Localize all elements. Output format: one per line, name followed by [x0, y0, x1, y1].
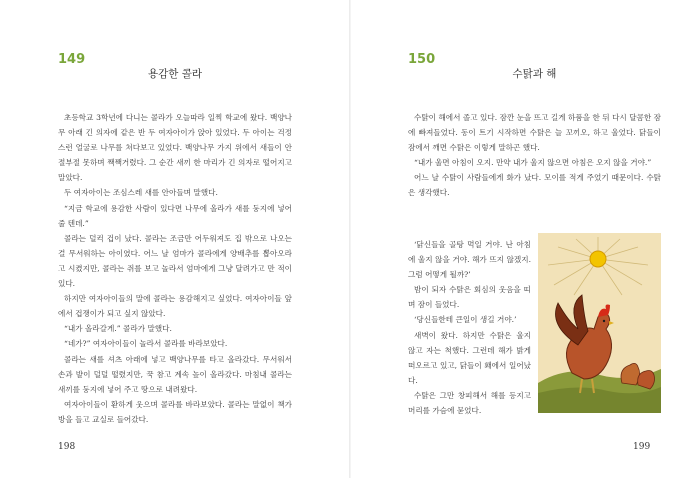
paragraph: “내가 올라갈게.” 콜라가 말했다.: [64, 324, 172, 334]
sun-icon: [590, 251, 606, 267]
story-body: [58, 110, 292, 427]
story-title: 용감한 콜라: [147, 68, 203, 80]
paragraph: “내가 울면 아침이 오지. 만약 내가 울지 않으면 아침은 오지 않을 거야.”: [414, 158, 652, 168]
rooster-and-sun-illustration: [538, 233, 661, 413]
paragraph: 어느 날 수탉이 사람들에게 화가 났다. 모이를 적게 주었기 때문이다. 수탉은 생각했다.: [408, 173, 661, 198]
right-page: [351, 0, 700, 478]
page-number: 198: [58, 442, 76, 452]
paragraph: “네가?” 여자아이들이 놀라서 콜라를 바라보았다.: [64, 339, 228, 349]
story-body-top: [408, 110, 661, 201]
paragraph: 수탉이 해에서 졸고 있다. 잠깐 눈을 뜨고 길게 하품을 한 뒤 다시 달콤한 잠에 빠져들었다. 동이 트기 시작하면 수탉은 늘 꼬끼오, 하고 울었다. 닭들이 잠에서 깨면 수탉은 이렇게 말하곤 했다.: [408, 113, 661, 153]
paragraph: 여자아이들이 환하게 웃으며 콜라를 바라보았다. 콜라는 말없이 책가방을 들고 교실로 들어갔다.: [58, 399, 292, 424]
left-page: [0, 0, 349, 478]
paragraph: ‘당신들한테 큰일이 생길 거야.’: [414, 315, 517, 325]
paragraph: 초등학교 3학년에 다니는 콜라가 오늘따라 일찍 학교에 왔다. 백양나무 아래 긴 의자에 같은 반 두 여자아이가 앉아 있었다. 두 아이는 걱정스런 얼굴로 나무를 쳐다보고 있었다. 백양나무 가지 위에서 새들이 안절부절 못하며 짹짹거렸다. 그 순간 새끼 한 마리가 긴 의자로 떨어지고 말았다.: [58, 113, 292, 183]
paragraph: ‘닭신들을 골탕 먹일 거야. 난 아침에 울지 않을 거야. 해가 뜨지 않겠지. 그럼 어떻게 될까?’: [408, 240, 531, 280]
story-number: 149: [58, 52, 86, 67]
story-number: 150: [408, 52, 436, 67]
story-title: 수탉과 해: [512, 68, 557, 80]
paragraph: 밤이 되자 수탉은 회심의 웃음을 띠며 잠이 들었다.: [408, 285, 531, 310]
paragraph: 새벽이 왔다. 하지만 수탉은 울지 않고 자는 척했다. 그런데 해가 밝게 떠오르고 있고, 닭들이 홰에서 일어났다.: [408, 330, 531, 385]
story-body-side: [408, 237, 531, 418]
paragraph: “지금 학교에 용감한 사람이 있다면 나무에 올라가 새를 둥지에 넣어 줄 텐데.”: [58, 203, 292, 228]
page-number: 199: [633, 442, 651, 452]
paragraph: 하지만 여자아이들의 말에 콜라는 용감해지고 싶었다. 여자아이들 앞에서 겁쟁이가 되고 싶지 않았다.: [58, 294, 292, 319]
paragraph: 콜라는 덜컥 겁이 났다. 콜라는 조금만 어두워져도 집 밖으로 나오는 걸 무서워하는 아이였다. 어느 날 엄마가 콜라에게 양배추를 뽑아오라고 시켰지만, 콜라는 쥐를 보고 놀라서 엄마에게 그냥 달려가고 만 적이 있다.: [58, 233, 292, 289]
paragraph: 수탉은 그만 창피해서 해를 등지고 머리를 가슴에 묻었다.: [408, 390, 531, 416]
paragraph: 두 여자아이는 조심스레 새를 안아들며 말했다.: [64, 188, 218, 198]
paragraph: 콜라는 새를 셔츠 아래에 넣고 백양나무를 타고 올라갔다. 무서워서 손과 발이 덜덜 떨렸지만, 꾹 참고 계속 높이 올라갔다. 마침내 콜라는 새끼를 둥지에 넣어 주고 땅으로 내려왔다.: [58, 354, 292, 394]
